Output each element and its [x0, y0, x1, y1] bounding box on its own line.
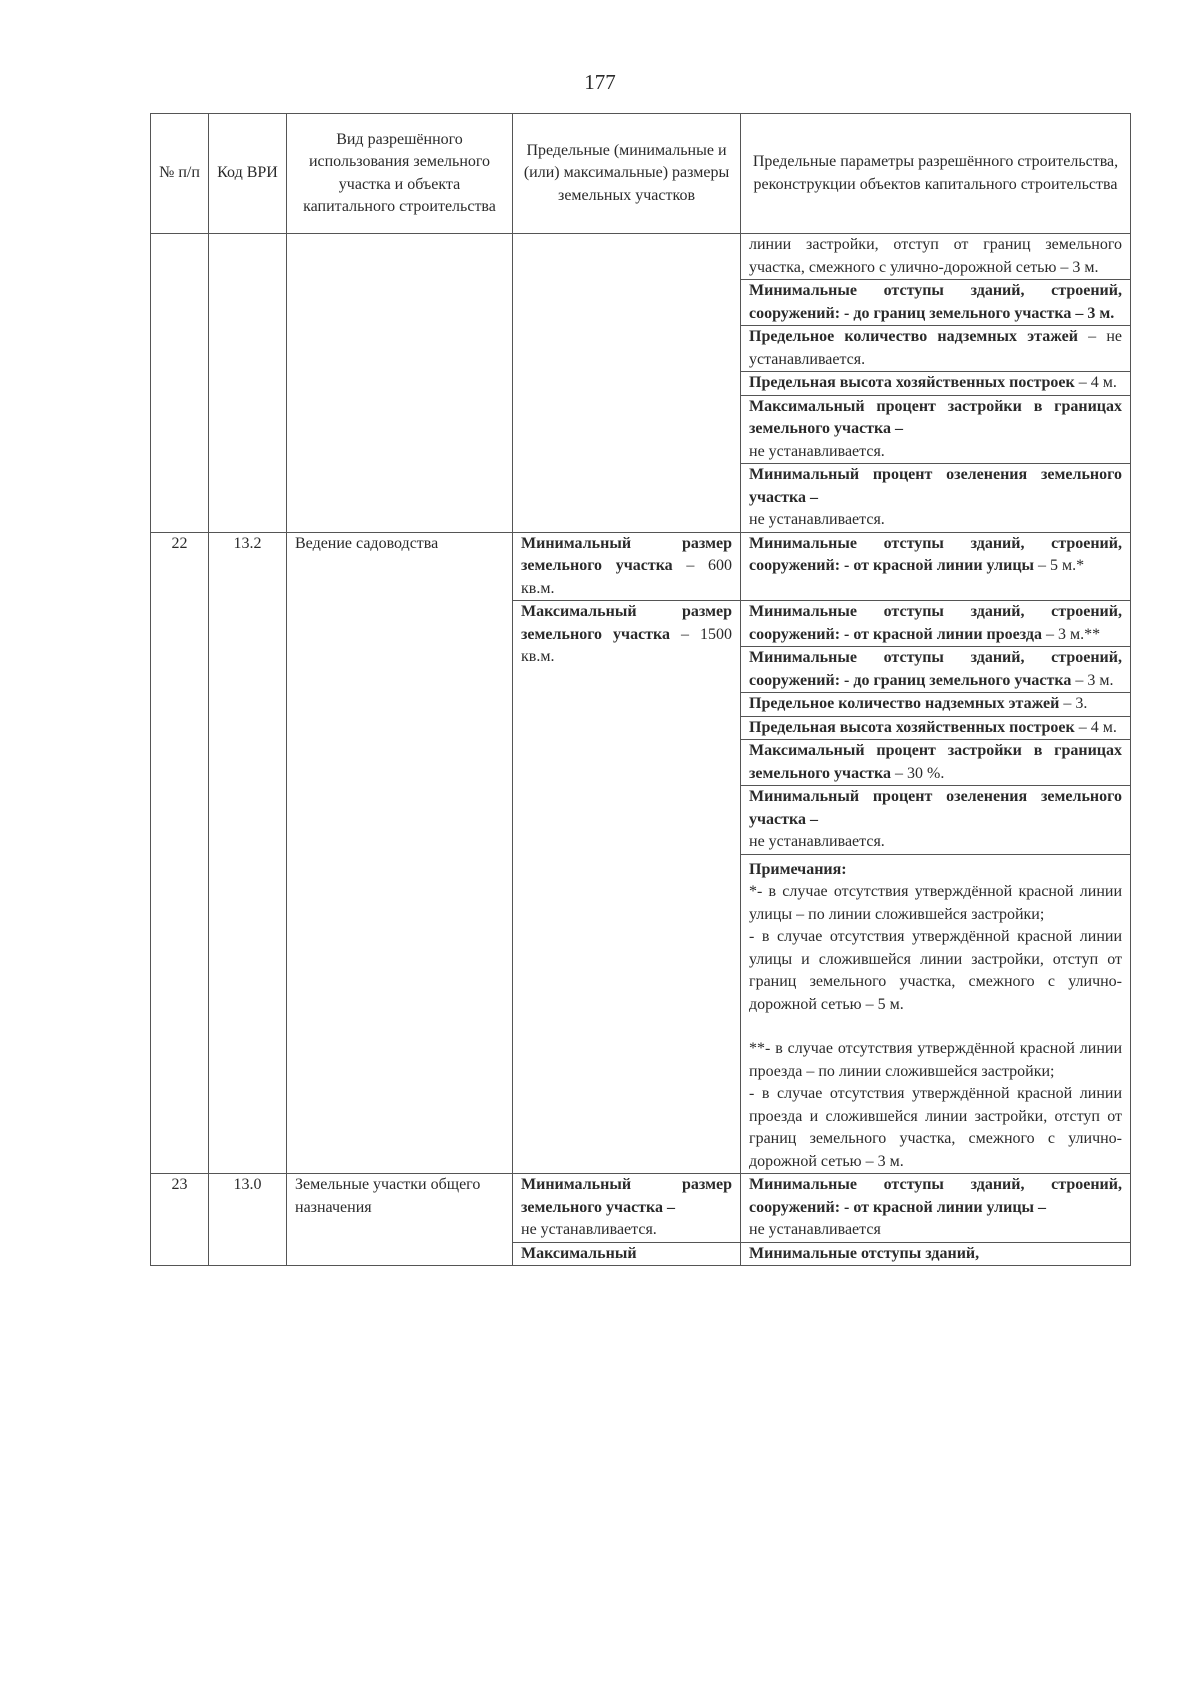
row-code: 13.0: [209, 1174, 287, 1266]
table-row: [151, 234, 1131, 280]
param-cell: линии застройки, отступ от границ земельного участка, смежного с улично-дорожной сетью – 3 м.: [741, 234, 1131, 280]
param-cell: Минимальные отступы зданий, строений, сооружений: - от красной линии улицы – 5 м.*: [741, 532, 1131, 601]
plot-size-cell: Максимальный размер земельного участка – 1500 кв.м.: [513, 601, 741, 1174]
param-cell: Предельное количество надземных этажей – 3.: [741, 693, 1131, 717]
row-code: 13.2: [209, 532, 287, 1174]
table-row: [151, 532, 1131, 601]
param-cell: Минимальные отступы зданий, строений, сооружений: - от красной линии улицы – не устанавливается: [741, 1174, 1131, 1243]
param-cell: Минимальный процент озеленения земельного участка – не устанавливается.: [741, 786, 1131, 855]
row-use-type: Земельные участки общего назначения: [287, 1174, 513, 1266]
plot-size-cell: Максимальный: [513, 1242, 741, 1266]
page-number: 177: [584, 70, 616, 94]
table-header-row: [151, 114, 1131, 234]
header-code: Код ВРИ: [209, 114, 287, 234]
note-2: - в случае отсутствия утверждённой красной линии улицы и сложившейся линии застройки, отступ от границ земельного участка, смежного с улично-дорожной сетью – 5 м.: [749, 928, 1122, 1013]
note-4: - в случае отсутствия утверждённой красной линии проезда и сложившейся линии застройки, отступ от границ земельного участка, смежного с улично-дорожной сетью – 3 м.: [749, 1085, 1122, 1170]
param-cell: Предельное количество надземных этажей – не устанавливается.: [741, 326, 1131, 372]
row-num: 22: [151, 532, 209, 1174]
param-cell: Предельная высота хозяйственных построек – 4 м.: [741, 716, 1131, 740]
header-params: Предельные параметры разрешённого строительства, реконструкции объектов капитального строительства: [741, 114, 1131, 234]
header-plot-size: Предельные (минимальные и (или) максимальные) размеры земельных участков: [513, 114, 741, 234]
header-num: № п/п: [151, 114, 209, 234]
param-cell: Минимальные отступы зданий, строений, сооружений: - от красной линии проезда – 3 м.**: [741, 601, 1131, 647]
plot-size-cell: Минимальный размер земельного участка – 600 кв.м.: [513, 532, 741, 601]
param-cell: Предельная высота хозяйственных построек – 4 м.: [741, 372, 1131, 396]
notes-title: Примечания:: [749, 860, 847, 878]
table-row: [151, 1174, 1131, 1243]
row-use-type: Ведение садоводства: [287, 532, 513, 1174]
param-cell: Минимальные отступы зданий, строений, сооружений: - до границ земельного участка – 3 м.: [741, 647, 1131, 693]
param-cell: Максимальный процент застройки в границах земельного участка – не устанавливается.: [741, 395, 1131, 464]
param-cell: Минимальные отступы зданий, строений, сооружений: - до границ земельного участка – 3 м.: [741, 280, 1131, 326]
param-cell: Минимальные отступы зданий,: [741, 1242, 1131, 1266]
param-cell: Максимальный процент застройки в границах земельного участка – 30 %.: [741, 740, 1131, 786]
plot-size-cell: Минимальный размер земельного участка – не устанавливается.: [513, 1174, 741, 1243]
note-3: **- в случае отсутствия утверждённой красной линии проезда – по линии сложившейся застройки;: [749, 1040, 1122, 1080]
row-num: 23: [151, 1174, 209, 1266]
header-use-type: Вид разрешённого использования земельного участка и объекта капитального строительства: [287, 114, 513, 234]
note-1: *- в случае отсутствия утверждённой красной линии улицы – по линии сложившейся застройки;: [749, 883, 1122, 923]
notes-cell: [741, 854, 1131, 1174]
regulations-table: [150, 113, 1131, 1266]
param-cell: Минимальный процент озеленения земельного участка – не устанавливается.: [741, 464, 1131, 533]
